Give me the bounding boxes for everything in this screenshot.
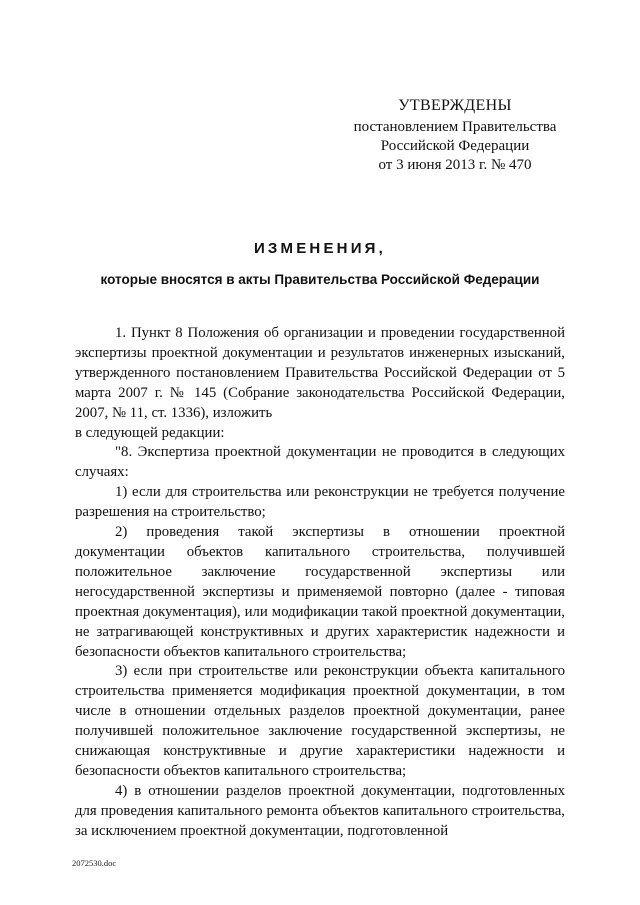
document-heading: ИЗМЕНЕНИЯ, bbox=[253, 240, 387, 257]
document-subheading: которые вносятся в акты Правительства Российской Федерации bbox=[100, 272, 540, 287]
paragraph-item-1: 1. Пункт 8 Положения об организации и проведении государственной экспертизы проектной документации и результатов инженерных изысканий, утвержденного постановлением Правительства Российской Федерации от 5 марта 2007 г. № 145 (Собрание законодательства Российской Федерации, 2007, № 11, ст. 1336), изложить bbox=[75, 325, 565, 421]
footer-filename: 2072530.doc bbox=[72, 858, 117, 868]
document-body bbox=[75, 324, 565, 842]
paragraph-subclause-3: 3) если при строительстве или реконструкции объекта капитального строительства применяется модификация проектной документации, в том числе в отношении отдельных разделов проектной документации, ранее получившей положительное заключение государственной экспертизы, не снижающая конструктивные и другие характеристики надежности и безопасности объектов капитального строительства; bbox=[75, 663, 565, 779]
approval-line-2: Российской Федерации bbox=[380, 138, 530, 154]
paragraph-subclause-4: 4) в отношении разделов проектной документации, подготовленных для проведения капитального ремонта объектов капитального строительства, за исключением проектной документации, подготовленной bbox=[75, 782, 565, 839]
paragraph-item-1-continuation: в следующей редакции: bbox=[75, 424, 225, 441]
approval-block bbox=[340, 96, 570, 175]
approval-line-1: постановлением Правительства bbox=[353, 119, 557, 135]
approval-line-3: от 3 июня 2013 г. № 470 bbox=[378, 157, 532, 173]
paragraph-subclause-2: 2) проведения такой экспертизы в отношении проектной документации объектов капитального строительства, получившей положительное заключение государственной экспертизы или негосударственной экспертизы и применяемой повторно (далее - типовая проектная документация), или модификации такой проектной документации, не затрагивающей конструктивных и других характеристик надежности и безопасности объектов капитального строительства; bbox=[75, 524, 565, 660]
paragraph-subclause-1: 1) если для строительства или реконструкции не требуется получение разрешения на строительство; bbox=[75, 484, 565, 521]
approval-title: УТВЕРЖДЕНЫ bbox=[398, 97, 512, 114]
paragraph-clause-8: "8. Экспертиза проектной документации не проводится в следующих случаях: bbox=[75, 444, 565, 481]
